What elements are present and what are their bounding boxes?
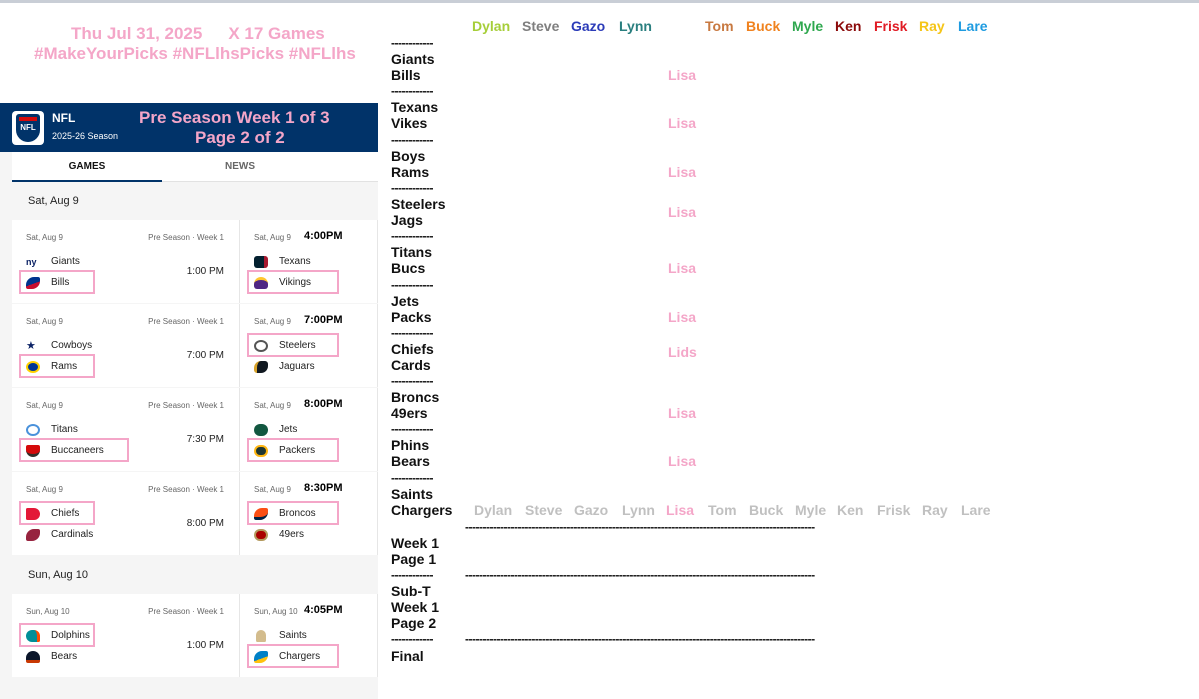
team-name: Giants — [51, 256, 80, 267]
game-date: Sat, Aug 9 — [26, 317, 63, 326]
game-card[interactable] — [12, 594, 240, 677]
lisa-pick: Lisa — [668, 309, 697, 325]
total-label: Week 1 — [391, 535, 439, 551]
separator: ------------ — [391, 278, 433, 292]
game-week-tag: Pre Season · Week 1 — [148, 607, 224, 616]
header-date: Thu Jul 31, 2025 — [71, 24, 203, 43]
matchup-label — [391, 196, 445, 228]
matchup-team-a: Steelers — [391, 196, 446, 212]
game-week-tag: Pre Season · Week 1 — [148, 401, 224, 410]
team-name: Texans — [279, 256, 311, 267]
league-name: NFL — [52, 111, 76, 125]
tab-games[interactable]: GAMES — [12, 152, 162, 182]
footer-player-name: Lare — [961, 502, 991, 518]
player-steve: Steve — [522, 18, 560, 34]
separator: ------------ — [391, 568, 433, 582]
lisa-pick: Lisa — [668, 260, 697, 276]
footer-player-name: Steve — [525, 502, 563, 518]
cowboys-logo-icon: ★ — [26, 340, 36, 352]
lisa-pick: Lisa — [668, 405, 697, 421]
total-label: Page 2 — [391, 615, 437, 631]
game-date: Sun, Aug 10 — [26, 607, 70, 616]
player-lynn: Lynn — [619, 18, 652, 34]
kickoff-time: 8:00PM — [304, 398, 343, 410]
matchup-label — [391, 51, 435, 83]
team-name: Broncos — [279, 508, 316, 519]
team-name: Bears — [51, 651, 78, 662]
nfl-schedule-panel — [0, 103, 378, 699]
player-gazo: Gazo — [571, 18, 606, 34]
game-date: Sat, Aug 9 — [254, 317, 291, 326]
game-time: 7:30 PM — [186, 434, 224, 445]
matchup-label — [391, 244, 432, 276]
long-separator: ---------------------------------------------------------------------------------------------------- — [465, 520, 815, 534]
matchup-team-b: Bucs — [391, 260, 426, 276]
game-card[interactable] — [12, 388, 240, 471]
lisa-pick: Lisa — [668, 204, 697, 220]
game-card[interactable] — [240, 472, 378, 555]
player-dylan: Dylan — [472, 18, 511, 34]
team-name: Packers — [279, 445, 316, 456]
separator: ------------ — [391, 133, 433, 147]
team-name: Cardinals — [51, 529, 94, 540]
schedule-tabs — [12, 152, 378, 182]
steelers-logo-icon — [254, 340, 268, 352]
texans-logo-icon — [254, 256, 268, 268]
footer-player-name: Frisk — [877, 502, 911, 518]
game-date: Sat, Aug 9 — [26, 401, 63, 410]
kickoff-time: 4:05PM — [304, 604, 343, 616]
matchup-label — [391, 389, 439, 421]
matchup-team-b: Vikes — [391, 115, 428, 131]
long-separator: ---------------------------------------------------------------------------------------------------- — [465, 568, 815, 582]
matchup-team-b: Bears — [391, 453, 430, 469]
matchup-label — [391, 437, 430, 469]
jaguars-logo-icon — [254, 361, 268, 373]
matchup-team-a: Giants — [391, 51, 435, 67]
matchup-team-a: Chiefs — [391, 341, 434, 357]
week-overlay-title: Pre Season Week 1 of 3 — [139, 108, 330, 127]
game-date: Sat, Aug 9 — [254, 485, 291, 494]
jets-logo-icon — [254, 424, 268, 436]
matchup-label — [391, 486, 452, 518]
matchup-team-b: Packs — [391, 309, 432, 325]
team-name: Steelers — [279, 340, 316, 351]
total-label: Page 1 — [391, 551, 437, 567]
separator: ------------ — [391, 632, 433, 646]
total-label: Final — [391, 648, 424, 664]
team-name: Cowboys — [51, 340, 93, 351]
separator: ------------ — [391, 374, 433, 388]
bears-logo-icon — [26, 651, 40, 663]
matchup-team-b: Cards — [391, 357, 431, 373]
separator: ------------ — [391, 181, 433, 195]
matchup-team-a: Jets — [391, 293, 420, 309]
cardinals-logo-icon — [26, 529, 40, 541]
footer-player-name: Lynn — [622, 502, 655, 518]
footer-player-name: Myle — [795, 502, 827, 518]
team-name: Bills — [51, 277, 70, 288]
footer-player-name: Dylan — [474, 502, 513, 518]
footer-player-name: Ken — [837, 502, 864, 518]
team-name: Vikings — [279, 277, 312, 288]
team-name: Saints — [279, 630, 307, 641]
header-hashtags: #MakeYourPicks #NFLlhsPicks #NFLlhs — [34, 44, 356, 63]
player-myle: Myle — [792, 18, 824, 34]
lisa-pick: Lisa — [668, 115, 697, 131]
player-tom: Tom — [705, 18, 734, 34]
game-card[interactable] — [240, 594, 378, 677]
rams-logo-icon — [26, 361, 40, 373]
footer-player-name: Ray — [922, 502, 948, 518]
titans-logo-icon — [26, 424, 40, 436]
window-top-border — [0, 0, 1199, 3]
game-time: 8:00 PM — [186, 518, 224, 529]
team-name: Jets — [279, 424, 298, 435]
team-name: Dolphins — [51, 630, 90, 641]
game-card[interactable] — [12, 304, 240, 387]
kickoff-time: 8:30PM — [304, 482, 343, 494]
nfl-logo-icon[interactable]: NFL — [12, 111, 44, 145]
total-label: Week 1 — [391, 599, 439, 615]
long-separator: ---------------------------------------------------------------------------------------------------- — [465, 632, 815, 646]
giants-logo-icon: ny — [26, 257, 37, 267]
footer-player-name: Buck — [749, 502, 784, 518]
matchup-team-b: Bills — [391, 67, 421, 83]
dolphins-logo-icon — [26, 630, 40, 642]
matchup-team-b: Chargers — [391, 502, 453, 518]
total-week1-page1 — [391, 535, 439, 567]
footer-player-name: Lisa — [666, 502, 695, 518]
matchup-team-a: Texans — [391, 99, 439, 115]
game-card[interactable] — [12, 220, 240, 303]
tab-news[interactable]: NEWS — [225, 161, 255, 172]
page-overlay-title: Page 2 of 2 — [195, 128, 285, 147]
team-name: Jaguars — [279, 361, 315, 372]
game-week-tag: Pre Season · Week 1 — [148, 233, 224, 242]
nfl-header-bar — [0, 103, 378, 152]
game-card[interactable] — [240, 220, 378, 303]
team-name: Chiefs — [51, 508, 80, 519]
team-name: 49ers — [279, 529, 305, 540]
matchup-team-a: Titans — [391, 244, 432, 260]
lisa-pick: Lisa — [668, 67, 697, 83]
total-label: Sub-T — [391, 583, 431, 599]
game-time: 7:00 PM — [186, 350, 224, 361]
kickoff-time: 4:00PM — [304, 230, 343, 242]
matchup-label — [391, 341, 434, 373]
kickoff-time: 7:00PM — [304, 314, 343, 326]
separator: ------------ — [391, 326, 433, 340]
matchup-team-a: Saints — [391, 486, 434, 502]
saints-logo-icon — [256, 630, 266, 642]
player-lare: Lare — [958, 18, 988, 34]
total-final — [391, 648, 424, 664]
date-header: Sat, Aug 9 — [12, 182, 378, 220]
separator: ------------ — [391, 422, 433, 436]
chiefs-logo-icon — [26, 508, 40, 520]
game-date: Sat, Aug 9 — [26, 485, 63, 494]
player-buck: Buck — [746, 18, 781, 34]
vikings-logo-icon — [254, 277, 268, 289]
separator: ------------ — [391, 229, 433, 243]
matchup-team-b: Rams — [391, 164, 430, 180]
total-subt — [391, 583, 439, 631]
game-week-tag: Pre Season · Week 1 — [148, 317, 224, 326]
team-name: Buccaneers — [51, 445, 104, 456]
separator: ------------ — [391, 36, 433, 50]
matchup-label — [391, 99, 438, 131]
game-week-tag: Pre Season · Week 1 — [148, 485, 224, 494]
lisa-pick: Lids — [668, 344, 697, 360]
game-card[interactable] — [12, 472, 240, 555]
game-date: Sat, Aug 9 — [254, 233, 291, 242]
game-time: 1:00 PM — [186, 640, 224, 651]
player-ray: Ray — [919, 18, 945, 34]
game-card[interactable] — [240, 388, 378, 471]
matchup-team-b: 49ers — [391, 405, 428, 421]
season-label: 2025-26 Season — [52, 131, 119, 141]
footer-player-name: Tom — [708, 502, 737, 518]
matchup-team-a: Boys — [391, 148, 426, 164]
header-games-count: X 17 Games — [228, 24, 325, 43]
matchup-label — [391, 148, 429, 180]
game-date: Sat, Aug 9 — [254, 401, 291, 410]
matchup-team-a: Phins — [391, 437, 430, 453]
game-date: Sat, Aug 9 — [26, 233, 63, 242]
separator: ------------ — [391, 471, 433, 485]
game-card[interactable] — [240, 304, 378, 387]
header-line-1 — [71, 24, 325, 44]
packers-logo-icon — [254, 445, 268, 457]
lisa-pick: Lisa — [668, 164, 697, 180]
team-name: Rams — [51, 361, 78, 372]
player-ken: Ken — [835, 18, 862, 34]
team-name: Titans — [51, 424, 78, 435]
team-name: Chargers — [279, 651, 321, 662]
game-time: 1:00 PM — [186, 266, 224, 277]
matchup-team-a: Broncs — [391, 389, 440, 405]
game-date: Sun, Aug 10 — [254, 607, 298, 616]
date-header: Sun, Aug 10 — [12, 556, 378, 594]
matchup-team-b: Jags — [391, 212, 423, 228]
separator: ------------ — [391, 84, 433, 98]
footer-player-name: Gazo — [574, 502, 609, 518]
lisa-pick: Lisa — [668, 453, 697, 469]
49ers-logo-icon — [254, 529, 268, 541]
player-frisk: Frisk — [874, 18, 908, 34]
matchup-label — [391, 293, 431, 325]
